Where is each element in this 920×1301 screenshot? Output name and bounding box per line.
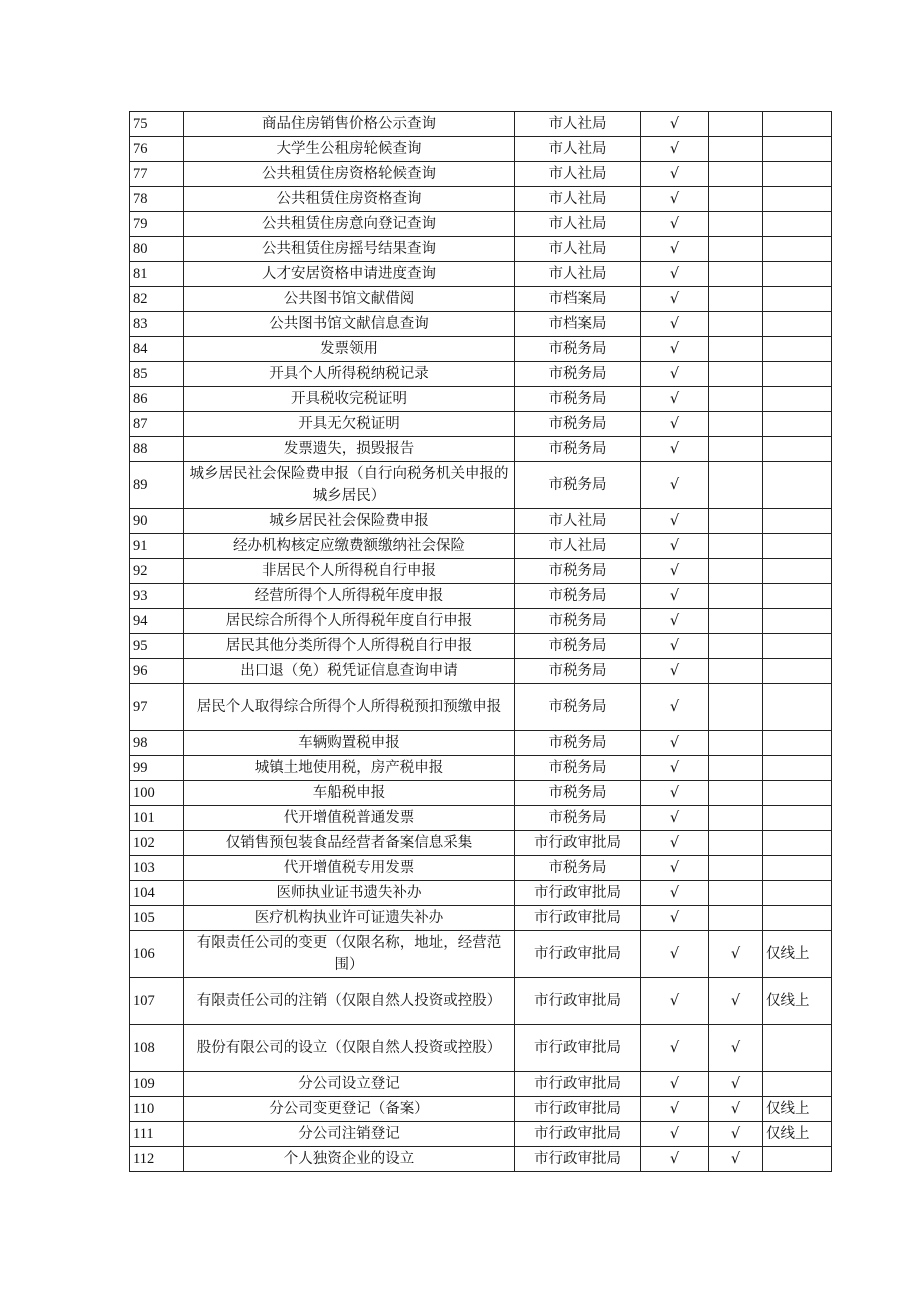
table-row [130, 362, 832, 387]
service-name-cell: 分公司变更登记（备案） [184, 1097, 515, 1122]
note-cell [763, 312, 832, 337]
note-cell: 仅线上 [763, 1097, 832, 1122]
service-name-cell: 医师执业证书遗失补办 [184, 881, 515, 906]
check-column-b-cell [709, 756, 763, 781]
service-name-cell: 商品住房销售价格公示查询 [184, 112, 515, 137]
check-column-b-cell [709, 534, 763, 559]
service-name-cell: 开具无欠税证明 [184, 412, 515, 437]
table-row [130, 731, 832, 756]
table-row [130, 237, 832, 262]
check-column-a-cell: √ [641, 534, 709, 559]
table-row [130, 559, 832, 584]
service-name-cell: 个人独资企业的设立 [184, 1147, 515, 1172]
row-number-cell: 95 [130, 634, 184, 659]
note-cell [763, 831, 832, 856]
department-cell: 市人社局 [515, 162, 641, 187]
table-row [130, 187, 832, 212]
check-column-b-cell [709, 659, 763, 684]
department-cell: 市行政审批局 [515, 1147, 641, 1172]
department-cell: 市税务局 [515, 684, 641, 731]
check-column-b-cell [709, 412, 763, 437]
service-name-cell: 有限责任公司的变更（仅限名称，地址，经营范围） [184, 931, 515, 978]
note-cell [763, 1025, 832, 1072]
department-cell: 市税务局 [515, 634, 641, 659]
row-number-cell: 88 [130, 437, 184, 462]
service-name-cell: 车船税申报 [184, 781, 515, 806]
department-cell: 市税务局 [515, 756, 641, 781]
check-column-a-cell: √ [641, 1072, 709, 1097]
table-row [130, 634, 832, 659]
row-number-cell: 84 [130, 337, 184, 362]
note-cell [763, 412, 832, 437]
row-number-cell: 103 [130, 856, 184, 881]
check-column-b-cell [709, 112, 763, 137]
department-cell: 市税务局 [515, 362, 641, 387]
note-cell [763, 609, 832, 634]
service-name-cell: 经办机构核定应缴费额缴纳社会保险 [184, 534, 515, 559]
note-cell [763, 509, 832, 534]
note-cell [763, 634, 832, 659]
department-cell: 市税务局 [515, 387, 641, 412]
check-column-b-cell [709, 881, 763, 906]
table-row [130, 462, 832, 509]
row-number-cell: 94 [130, 609, 184, 634]
table-row [130, 387, 832, 412]
check-column-a-cell: √ [641, 387, 709, 412]
check-column-a-cell: √ [641, 931, 709, 978]
check-column-a-cell: √ [641, 731, 709, 756]
check-column-b-cell: √ [709, 1097, 763, 1122]
note-cell [763, 287, 832, 312]
table-row [130, 437, 832, 462]
check-column-b-cell [709, 559, 763, 584]
row-number-cell: 93 [130, 584, 184, 609]
row-number-cell: 82 [130, 287, 184, 312]
table-row [130, 881, 832, 906]
department-cell: 市行政审批局 [515, 931, 641, 978]
check-column-b-cell [709, 856, 763, 881]
department-cell: 市税务局 [515, 337, 641, 362]
service-name-cell: 经营所得个人所得税年度申报 [184, 584, 515, 609]
note-cell [763, 684, 832, 731]
check-column-b-cell [709, 312, 763, 337]
table-row [130, 162, 832, 187]
table-row [130, 609, 832, 634]
table-row [130, 287, 832, 312]
service-name-cell: 开具税收完税证明 [184, 387, 515, 412]
row-number-cell: 76 [130, 137, 184, 162]
note-cell [763, 534, 832, 559]
row-number-cell: 87 [130, 412, 184, 437]
department-cell: 市行政审批局 [515, 831, 641, 856]
service-name-cell: 城镇土地使用税，房产税申报 [184, 756, 515, 781]
row-number-cell: 91 [130, 534, 184, 559]
department-cell: 市行政审批局 [515, 881, 641, 906]
row-number-cell: 107 [130, 978, 184, 1025]
row-number-cell: 77 [130, 162, 184, 187]
check-column-b-cell: √ [709, 1072, 763, 1097]
department-cell: 市税务局 [515, 462, 641, 509]
note-cell [763, 162, 832, 187]
check-column-a-cell: √ [641, 412, 709, 437]
check-column-a-cell: √ [641, 559, 709, 584]
department-cell: 市档案局 [515, 287, 641, 312]
row-number-cell: 96 [130, 659, 184, 684]
row-number-cell: 75 [130, 112, 184, 137]
check-column-a-cell: √ [641, 978, 709, 1025]
department-cell: 市税务局 [515, 856, 641, 881]
check-column-b-cell [709, 437, 763, 462]
row-number-cell: 112 [130, 1147, 184, 1172]
note-cell [763, 462, 832, 509]
row-number-cell: 89 [130, 462, 184, 509]
department-cell: 市人社局 [515, 187, 641, 212]
check-column-b-cell [709, 212, 763, 237]
check-column-a-cell: √ [641, 187, 709, 212]
service-name-cell: 公共图书馆文献借阅 [184, 287, 515, 312]
check-column-b-cell [709, 584, 763, 609]
service-name-cell: 非居民个人所得税自行申报 [184, 559, 515, 584]
check-column-b-cell [709, 137, 763, 162]
service-name-cell: 人才安居资格申请进度查询 [184, 262, 515, 287]
row-number-cell: 90 [130, 509, 184, 534]
service-name-cell: 医疗机构执业许可证遗失补办 [184, 906, 515, 931]
table-row [130, 509, 832, 534]
table-row [130, 831, 832, 856]
note-cell: 仅线上 [763, 1122, 832, 1147]
check-column-b-cell [709, 509, 763, 534]
note-cell [763, 559, 832, 584]
table-row [130, 1097, 832, 1122]
row-number-cell: 99 [130, 756, 184, 781]
department-cell: 市税务局 [515, 609, 641, 634]
check-column-a-cell: √ [641, 609, 709, 634]
department-cell: 市人社局 [515, 212, 641, 237]
check-column-a-cell: √ [641, 337, 709, 362]
check-column-b-cell [709, 362, 763, 387]
row-number-cell: 79 [130, 212, 184, 237]
check-column-a-cell: √ [641, 684, 709, 731]
row-number-cell: 80 [130, 237, 184, 262]
service-name-cell: 股份有限公司的设立（仅限自然人投资或控股） [184, 1025, 515, 1072]
department-cell: 市人社局 [515, 112, 641, 137]
table-row [130, 756, 832, 781]
row-number-cell: 100 [130, 781, 184, 806]
service-name-cell: 公共图书馆文献信息查询 [184, 312, 515, 337]
note-cell [763, 856, 832, 881]
service-name-cell: 居民综合所得个人所得税年度自行申报 [184, 609, 515, 634]
check-column-a-cell: √ [641, 659, 709, 684]
table-row [130, 659, 832, 684]
check-column-a-cell: √ [641, 881, 709, 906]
check-column-a-cell: √ [641, 137, 709, 162]
service-name-cell: 有限责任公司的注销（仅限自然人投资或控股） [184, 978, 515, 1025]
check-column-a-cell: √ [641, 1122, 709, 1147]
note-cell [763, 212, 832, 237]
check-column-b-cell [709, 237, 763, 262]
check-column-a-cell: √ [641, 781, 709, 806]
table-row [130, 1072, 832, 1097]
row-number-cell: 105 [130, 906, 184, 931]
check-column-a-cell: √ [641, 756, 709, 781]
table-row [130, 212, 832, 237]
row-number-cell: 83 [130, 312, 184, 337]
table-row [130, 412, 832, 437]
note-cell: 仅线上 [763, 978, 832, 1025]
check-column-a-cell: √ [641, 509, 709, 534]
service-name-cell: 发票遗失，损毁报告 [184, 437, 515, 462]
service-name-cell: 公共租赁住房资格查询 [184, 187, 515, 212]
service-name-cell: 公共租赁住房意向登记查询 [184, 212, 515, 237]
department-cell: 市税务局 [515, 659, 641, 684]
department-cell: 市行政审批局 [515, 906, 641, 931]
table-row [130, 312, 832, 337]
table-row [130, 978, 832, 1025]
row-number-cell: 102 [130, 831, 184, 856]
table-row [130, 906, 832, 931]
department-cell: 市人社局 [515, 237, 641, 262]
service-name-cell: 城乡居民社会保险费申报 [184, 509, 515, 534]
department-cell: 市税务局 [515, 731, 641, 756]
note-cell [763, 362, 832, 387]
service-name-cell: 出口退（免）税凭证信息查询申请 [184, 659, 515, 684]
row-number-cell: 111 [130, 1122, 184, 1147]
check-column-b-cell [709, 187, 763, 212]
note-cell [763, 756, 832, 781]
table-row [130, 584, 832, 609]
department-cell: 市人社局 [515, 137, 641, 162]
check-column-b-cell [709, 162, 763, 187]
service-name-cell: 代开增值税普通发票 [184, 806, 515, 831]
table-row [130, 806, 832, 831]
table-body [130, 112, 832, 1172]
note-cell [763, 731, 832, 756]
service-name-cell: 公共租赁住房摇号结果查询 [184, 237, 515, 262]
service-name-cell: 分公司注销登记 [184, 1122, 515, 1147]
check-column-a-cell: √ [641, 312, 709, 337]
check-column-a-cell: √ [641, 1147, 709, 1172]
service-name-cell: 公共租赁住房资格轮候查询 [184, 162, 515, 187]
check-column-b-cell [709, 287, 763, 312]
check-column-a-cell: √ [641, 462, 709, 509]
table-row [130, 1147, 832, 1172]
service-name-cell: 车辆购置税申报 [184, 731, 515, 756]
table-row [130, 262, 832, 287]
department-cell: 市税务局 [515, 559, 641, 584]
service-name-cell: 大学生公租房轮候查询 [184, 137, 515, 162]
check-column-b-cell [709, 806, 763, 831]
service-name-cell: 发票领用 [184, 337, 515, 362]
check-column-a-cell: √ [641, 262, 709, 287]
department-cell: 市税务局 [515, 584, 641, 609]
note-cell [763, 806, 832, 831]
check-column-a-cell: √ [641, 287, 709, 312]
check-column-b-cell [709, 831, 763, 856]
table-row [130, 337, 832, 362]
note-cell [763, 237, 832, 262]
check-column-a-cell: √ [641, 362, 709, 387]
department-cell: 市税务局 [515, 437, 641, 462]
check-column-b-cell [709, 731, 763, 756]
check-column-a-cell: √ [641, 212, 709, 237]
department-cell: 市人社局 [515, 509, 641, 534]
row-number-cell: 86 [130, 387, 184, 412]
check-column-a-cell: √ [641, 112, 709, 137]
note-cell [763, 781, 832, 806]
check-column-a-cell: √ [641, 1097, 709, 1122]
note-cell [763, 387, 832, 412]
row-number-cell: 98 [130, 731, 184, 756]
note-cell [763, 112, 832, 137]
check-column-b-cell [709, 906, 763, 931]
note-cell: 仅线上 [763, 931, 832, 978]
row-number-cell: 101 [130, 806, 184, 831]
row-number-cell: 106 [130, 931, 184, 978]
table-row [130, 534, 832, 559]
check-column-a-cell: √ [641, 437, 709, 462]
note-cell [763, 1147, 832, 1172]
table-row [130, 684, 832, 731]
check-column-b-cell: √ [709, 1025, 763, 1072]
row-number-cell: 92 [130, 559, 184, 584]
note-cell [763, 187, 832, 212]
note-cell [763, 659, 832, 684]
check-column-b-cell [709, 337, 763, 362]
check-column-b-cell [709, 684, 763, 731]
check-column-b-cell: √ [709, 1147, 763, 1172]
department-cell: 市人社局 [515, 534, 641, 559]
department-cell: 市行政审批局 [515, 1025, 641, 1072]
check-column-b-cell: √ [709, 931, 763, 978]
check-column-b-cell [709, 262, 763, 287]
department-cell: 市档案局 [515, 312, 641, 337]
note-cell [763, 906, 832, 931]
check-column-b-cell [709, 387, 763, 412]
check-column-a-cell: √ [641, 831, 709, 856]
row-number-cell: 104 [130, 881, 184, 906]
row-number-cell: 97 [130, 684, 184, 731]
note-cell [763, 437, 832, 462]
note-cell [763, 1072, 832, 1097]
department-cell: 市人社局 [515, 262, 641, 287]
row-number-cell: 110 [130, 1097, 184, 1122]
service-name-cell: 开具个人所得税纳税记录 [184, 362, 515, 387]
check-column-b-cell: √ [709, 1122, 763, 1147]
department-cell: 市行政审批局 [515, 1072, 641, 1097]
table-row [130, 781, 832, 806]
table-row [130, 931, 832, 978]
department-cell: 市行政审批局 [515, 1122, 641, 1147]
check-column-b-cell [709, 462, 763, 509]
table-row [130, 1122, 832, 1147]
row-number-cell: 108 [130, 1025, 184, 1072]
check-column-a-cell: √ [641, 162, 709, 187]
service-name-cell: 城乡居民社会保险费申报（自行向税务机关申报的城乡居民） [184, 462, 515, 509]
service-name-cell: 分公司设立登记 [184, 1072, 515, 1097]
note-cell [763, 262, 832, 287]
table-row [130, 856, 832, 881]
check-column-a-cell: √ [641, 634, 709, 659]
check-column-a-cell: √ [641, 237, 709, 262]
row-number-cell: 81 [130, 262, 184, 287]
note-cell [763, 881, 832, 906]
note-cell [763, 137, 832, 162]
row-number-cell: 85 [130, 362, 184, 387]
service-items-table [129, 111, 832, 1172]
table-row [130, 137, 832, 162]
department-cell: 市行政审批局 [515, 978, 641, 1025]
department-cell: 市行政审批局 [515, 1097, 641, 1122]
service-name-cell: 居民个人取得综合所得个人所得税预扣预缴申报 [184, 684, 515, 731]
service-name-cell: 代开增值税专用发票 [184, 856, 515, 881]
row-number-cell: 109 [130, 1072, 184, 1097]
note-cell [763, 584, 832, 609]
check-column-b-cell [709, 634, 763, 659]
check-column-a-cell: √ [641, 856, 709, 881]
check-column-a-cell: √ [641, 1025, 709, 1072]
check-column-a-cell: √ [641, 906, 709, 931]
check-column-a-cell: √ [641, 584, 709, 609]
department-cell: 市税务局 [515, 806, 641, 831]
check-column-b-cell [709, 609, 763, 634]
check-column-b-cell [709, 781, 763, 806]
check-column-b-cell: √ [709, 978, 763, 1025]
department-cell: 市税务局 [515, 781, 641, 806]
department-cell: 市税务局 [515, 412, 641, 437]
table-row [130, 1025, 832, 1072]
check-column-a-cell: √ [641, 806, 709, 831]
service-name-cell: 仅销售预包装食品经营者备案信息采集 [184, 831, 515, 856]
table-row [130, 112, 832, 137]
service-name-cell: 居民其他分类所得个人所得税自行申报 [184, 634, 515, 659]
row-number-cell: 78 [130, 187, 184, 212]
note-cell [763, 337, 832, 362]
